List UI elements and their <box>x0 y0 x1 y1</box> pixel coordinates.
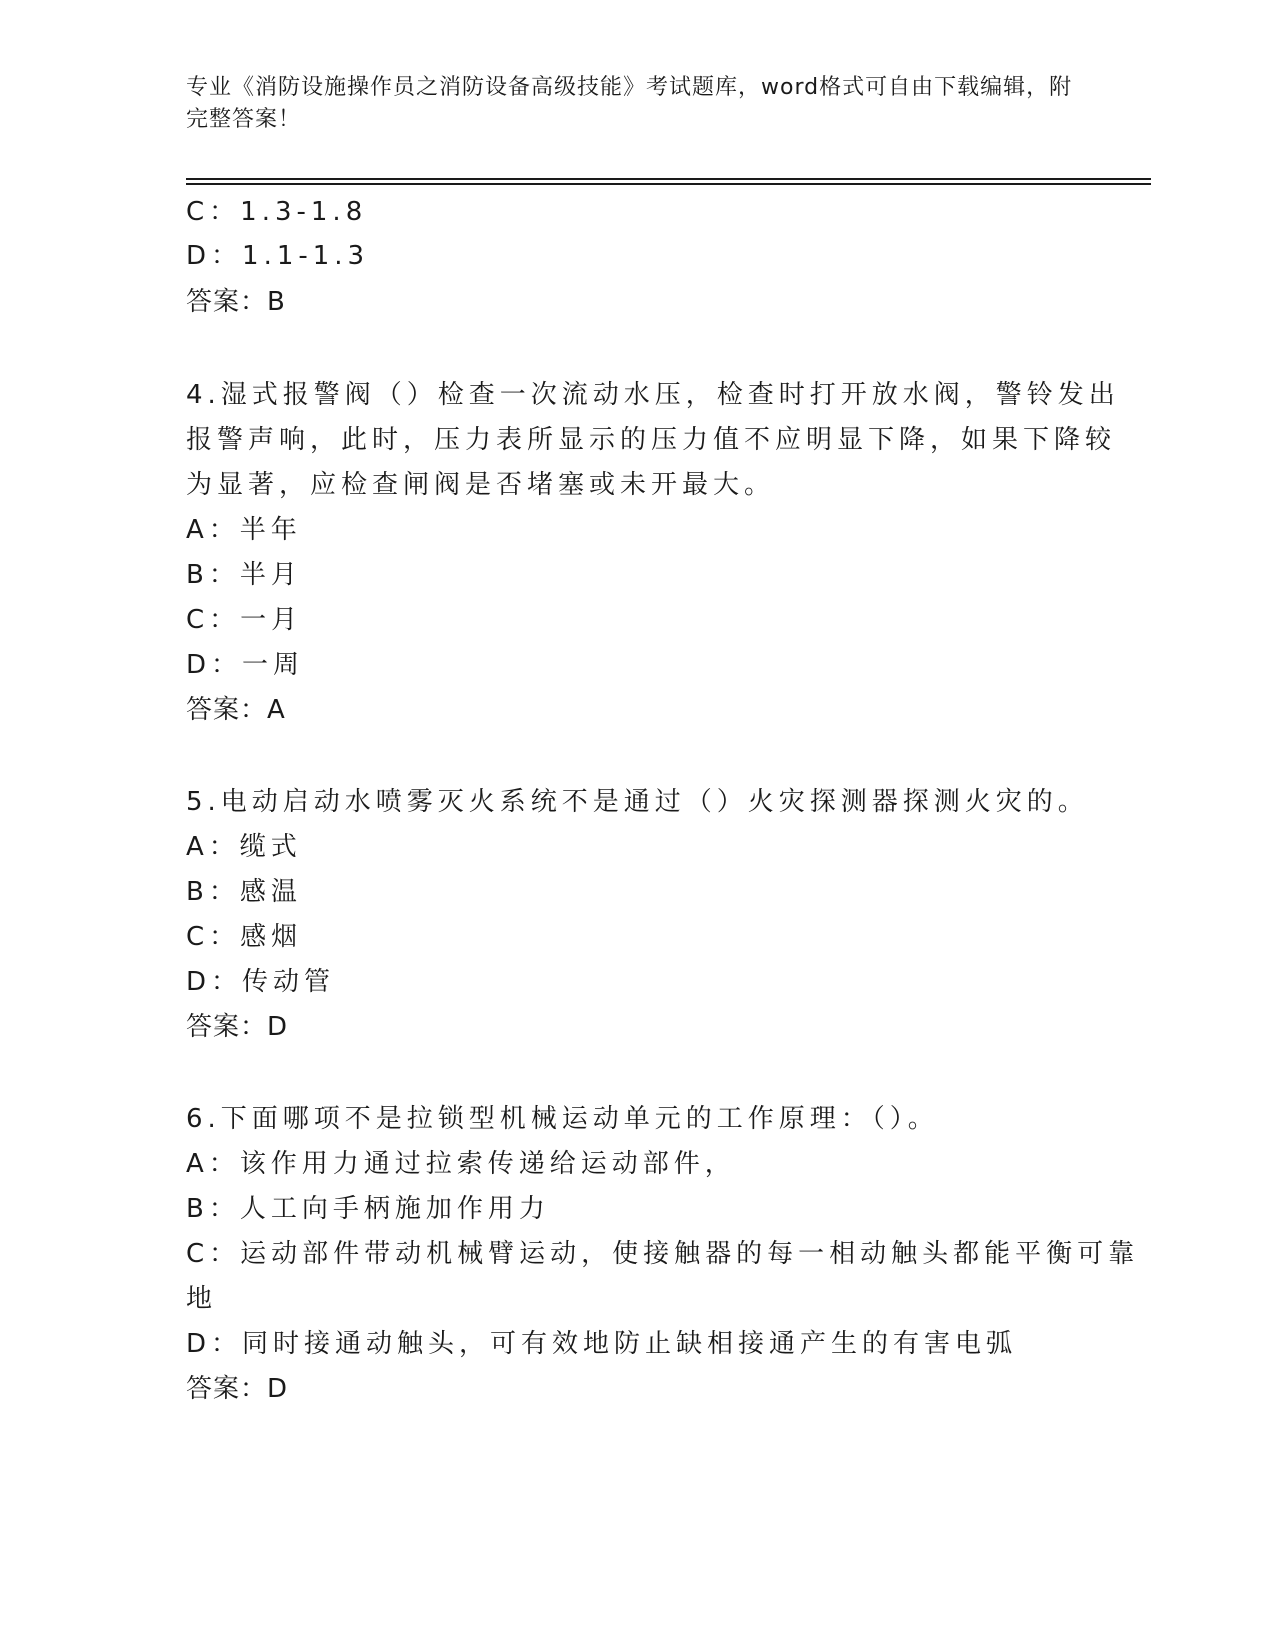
text-line: D：传动管 <box>186 967 336 997</box>
text-line: C：一月 <box>186 605 303 635</box>
text-line: 为显著，应检查闸阀是否堵塞或未开最大。 <box>186 470 776 500</box>
text-line: B：感温 <box>186 877 302 907</box>
text-line: B：半月 <box>186 560 302 590</box>
text-line: 5.电动启动水喷雾灭火系统不是通过（）火灾探测器探测火灾的。 <box>186 787 1089 817</box>
text-line: C：感烟 <box>186 922 303 952</box>
header-divider-top <box>186 178 1151 180</box>
answer-line: 答案：B <box>186 287 286 317</box>
text-line: 4.湿式报警阀（）检查一次流动水压，检查时打开放水阀，警铃发出 <box>186 380 1120 410</box>
answer-line: 答案：D <box>186 1012 289 1042</box>
text-line: A：缆式 <box>186 832 302 862</box>
text-line: C：运动部件带动机械臂运动，使接触器的每一相动触头都能平衡可靠 <box>186 1239 1140 1269</box>
answer-line: 答案：D <box>186 1374 289 1404</box>
text-line: 6.下面哪项不是拉锁型机械运动单元的工作原理：（）。 <box>186 1104 939 1134</box>
text-line: D：一周 <box>186 650 305 680</box>
text-line: 报警声响，此时，压力表所显示的压力值不应明显下降，如果下降较 <box>186 425 1117 455</box>
text-line: 地 <box>186 1284 218 1314</box>
header-divider-bottom <box>186 183 1151 185</box>
text-line: D：同时接通动触头，可有效地防止缺相接通产生的有害电弧 <box>186 1329 1018 1359</box>
text-line: A：半年 <box>186 515 302 545</box>
text-line: B：人工向手柄施加作用力 <box>186 1194 550 1224</box>
text-line: C：1.3-1.8 <box>186 197 368 227</box>
text-line: D：1.1-1.3 <box>186 241 370 271</box>
answer-line: 答案：A <box>186 695 286 725</box>
text-line: A：该作用力通过拉索传递给运动部件， <box>186 1149 736 1179</box>
document-header: 专业《消防设施操作员之消防设备高级技能》考试题库，word格式可自由下载编辑，附完整答案！ <box>186 75 1073 132</box>
